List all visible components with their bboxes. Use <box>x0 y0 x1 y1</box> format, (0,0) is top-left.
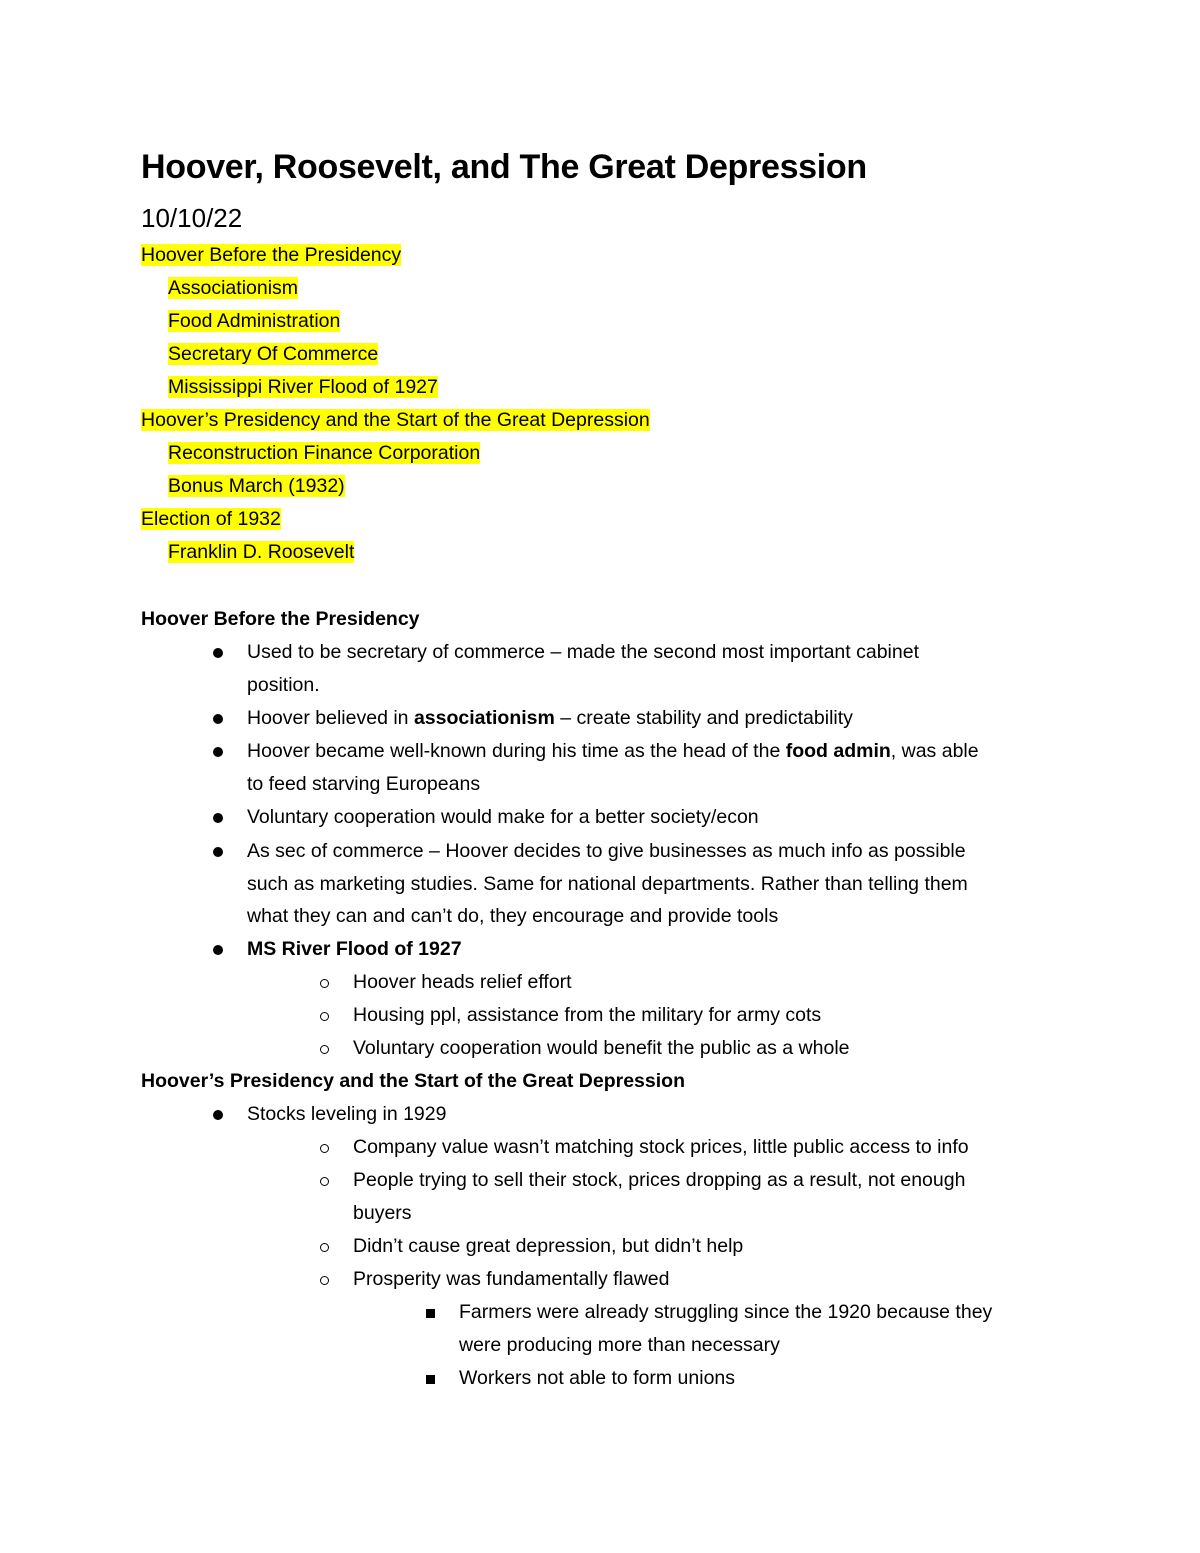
outline-heading-3-text: Election of 1932 <box>141 508 281 530</box>
outline-heading-1 <box>141 239 401 272</box>
bullet-disc-icon <box>208 735 228 768</box>
outline-item <box>168 470 345 503</box>
outline-item-text: Secretary Of Commerce <box>168 343 379 365</box>
outline-item <box>168 536 354 569</box>
sub-bullet-text-continuation: buyers <box>353 1202 412 1224</box>
bullet-circle-icon <box>314 1131 334 1164</box>
bullet-circle-icon <box>314 966 334 999</box>
sub-bullet-text: People trying to sell their stock, prices dropping as a result, not enough <box>353 1169 966 1191</box>
outline-item-text: Mississippi River Flood of 1927 <box>168 376 438 398</box>
bullet-circle-icon <box>314 1263 334 1296</box>
bullet-term-bold: food admin <box>785 740 891 762</box>
bullet-text: Stocks leveling in 1929 <box>247 1103 447 1125</box>
bullet-disc-icon <box>208 1098 228 1131</box>
bullet-text-part: Hoover believed in <box>247 707 414 729</box>
bullet-disc-icon <box>208 636 228 669</box>
bullet-disc-icon <box>208 933 228 966</box>
sub-bullet-text: Prosperity was fundamentally flawed <box>353 1268 670 1290</box>
bullet-text-continuation: such as marketing studies. Same for national departments. Rather than telling them <box>247 873 968 895</box>
outline-item-text: Franklin D. Roosevelt <box>168 541 355 563</box>
document-title: Hoover, Roosevelt, and The Great Depression <box>141 148 867 186</box>
bullet-text-part: – create stability and predictability <box>554 707 853 729</box>
bullet-text-bold: MS River Flood of 1927 <box>247 938 462 960</box>
outline-item-text: Bonus March (1932) <box>168 475 345 497</box>
bullet-text: Used to be secretary of commerce – made the second most important cabinet <box>247 641 919 663</box>
bullet-text: Voluntary cooperation would make for a better society/econ <box>247 806 759 828</box>
bullet-text-continuation: what they can and can’t do, they encourage and provide tools <box>247 905 779 927</box>
outline-item <box>168 272 298 305</box>
sub-bullet-text: Company value wasn’t matching stock prices, little public access to info <box>353 1136 969 1158</box>
bullet-circle-icon <box>314 999 334 1032</box>
outline-item-text: Reconstruction Finance Corporation <box>168 442 481 464</box>
outline-heading-2-text: Hoover’s Presidency and the Start of the Great Depression <box>141 409 650 431</box>
bullet-text <box>247 702 853 735</box>
outline-item <box>168 305 340 338</box>
sub-bullet-text: Hoover heads relief effort <box>353 971 572 993</box>
section-heading: Hoover’s Presidency and the Start of the Great Depression <box>141 1070 685 1092</box>
section-heading: Hoover Before the Presidency <box>141 608 420 630</box>
outline-item <box>168 371 438 404</box>
outline-heading-1-text: Hoover Before the Presidency <box>141 244 402 266</box>
outline-heading-3 <box>141 503 281 536</box>
bullet-square-icon <box>420 1296 440 1329</box>
bullet-text-continuation: position. <box>247 674 320 696</box>
outline-item <box>168 437 480 470</box>
sub-sub-bullet-text: Farmers were already struggling since the 1920 because they <box>459 1301 993 1323</box>
sub-bullet-text: Housing ppl, assistance from the military for army cots <box>353 1004 822 1026</box>
outline-item-text: Food Administration <box>168 310 341 332</box>
bullet-circle-icon <box>314 1164 334 1197</box>
bullet-text-part: Hoover became well-known during his time as the head of the <box>247 740 786 762</box>
sub-sub-bullet-text: Workers not able to form unions <box>459 1367 736 1389</box>
bullet-circle-icon <box>314 1032 334 1065</box>
bullet-text: As sec of commerce – Hoover decides to give businesses as much info as possible <box>247 840 966 862</box>
bullet-disc-icon <box>208 835 228 868</box>
sub-bullet-text: Voluntary cooperation would benefit the public as a whole <box>353 1037 850 1059</box>
document-date: 10/10/22 <box>141 203 243 233</box>
outline-item <box>168 338 378 371</box>
bullet-disc-icon <box>208 801 228 834</box>
sub-bullet-text: Didn’t cause great depression, but didn’t help <box>353 1235 744 1257</box>
bullet-text-continuation: to feed starving Europeans <box>247 773 481 795</box>
bullet-term-bold: associationism <box>413 707 555 729</box>
outline-item-text: Associationism <box>168 277 299 299</box>
sub-sub-bullet-text-continuation: were producing more than necessary <box>459 1334 780 1356</box>
bullet-text-part: , was able <box>890 740 979 762</box>
bullet-disc-icon <box>208 702 228 735</box>
bullet-square-icon <box>420 1362 440 1395</box>
bullet-text <box>247 735 979 768</box>
outline-heading-2 <box>141 404 650 437</box>
bullet-circle-icon <box>314 1230 334 1263</box>
